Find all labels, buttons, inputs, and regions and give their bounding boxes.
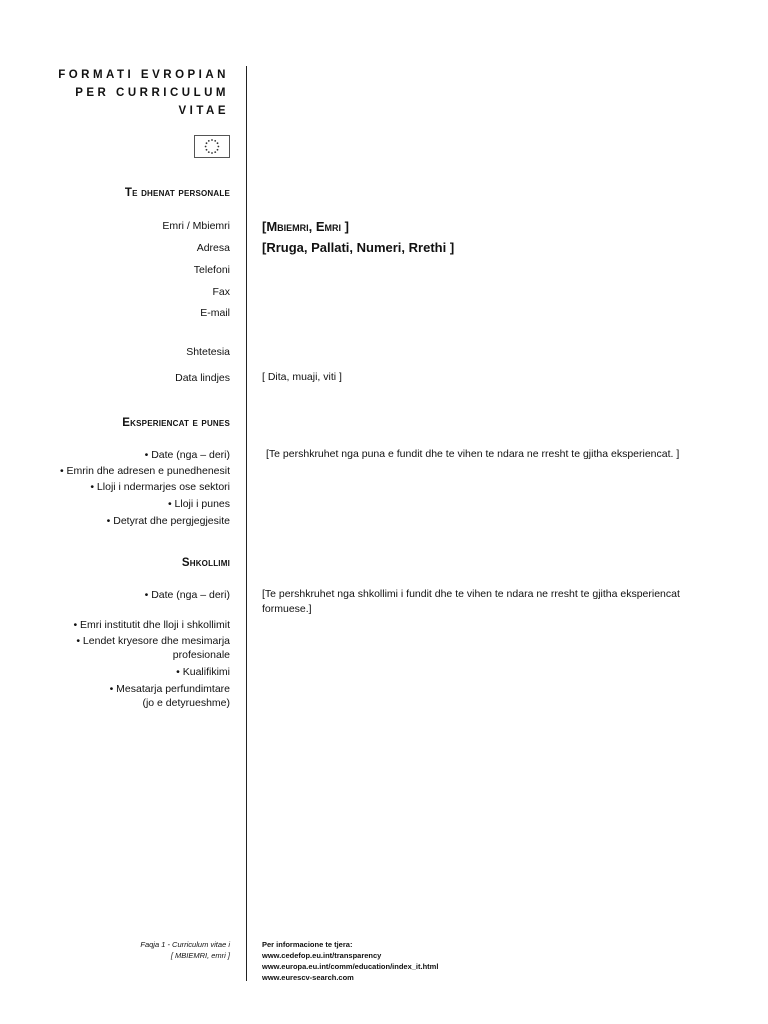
label-exp-job: • Lloji i punes (167, 498, 230, 510)
eu-flag-icon (194, 135, 230, 158)
label-phone: Telefoni (193, 264, 230, 276)
value-address: [Rruga, Pallati, Numeri, Rrethi ] (262, 240, 455, 255)
footer-link-eurescv[interactable]: www.eurescv-search.com (262, 973, 354, 982)
title-line-3: VITAE (178, 105, 229, 117)
label-edu-subjects-2: profesionale (172, 649, 230, 661)
footer-link-europa[interactable]: www.europa.eu.int/comm/education/index_it.html (262, 962, 439, 971)
vertical-divider (246, 66, 247, 981)
footer-link-cedefop[interactable]: www.cedefop.eu.int/transparency (262, 951, 382, 960)
section-heading-education: Shkollimi (181, 557, 230, 569)
value-name: [Mbiemri, Emri ] (262, 219, 349, 234)
label-email: E-mail (200, 307, 230, 319)
label-exp-duties: • Detyrat dhe pergjegjesite (106, 515, 230, 527)
title-line-1: FORMATI EVROPIAN (58, 69, 229, 81)
label-exp-dates: • Date (nga – deri) (144, 449, 230, 461)
label-nationality: Shtetesia (186, 346, 230, 358)
label-edu-qualification: • Kualifikimi (176, 666, 230, 678)
label-edu-optional: (jo e detyrueshme) (142, 697, 230, 709)
label-address: Adresa (196, 242, 230, 254)
label-fax: Fax (212, 286, 230, 298)
label-edu-dates: • Date (nga – deri) (144, 589, 230, 601)
label-edu-grade: • Mesatarja perfundimtare (109, 683, 230, 695)
value-birthdate: [ Dita, muaji, viti ] (262, 371, 342, 383)
label-edu-institute: • Emri institutit dhe lloji i shkollimit (73, 619, 230, 631)
value-education-line1: [Te pershkruhet nga shkollimi i fundit dhe te vihen te ndara ne rresht te gjitha eksperiencat (262, 588, 680, 600)
section-heading-personal: Te dhenat personale (124, 187, 230, 199)
footer-name-label: [ MBIEMRI, emri ] (170, 951, 230, 960)
label-exp-employer: • Emrin dhe adresen e punedhenesit (59, 465, 230, 477)
label-exp-sector: • Lloji i ndermarjes ose sektori (90, 481, 230, 493)
label-birthdate: Data lindjes (175, 372, 230, 384)
footer-info-heading: Per informacione te tjera: (262, 940, 353, 949)
footer-page-label: Faqja 1 - Curriculum vitae i (140, 940, 230, 949)
label-edu-subjects: • Lendet kryesore dhe mesimarja (76, 635, 230, 647)
value-experience: [Te pershkruhet nga puna e fundit dhe te vihen te ndara ne rresht te gjitha eksperiencat. ] (266, 448, 680, 460)
section-heading-experience: Eksperiencat e punes (122, 417, 230, 429)
label-name: Emri / Mbiemri (162, 220, 230, 232)
eu-stars-icon (195, 136, 229, 157)
title-line-2: PER CURRICULUM (75, 87, 229, 99)
value-education-line2: formuese.] (262, 603, 312, 615)
